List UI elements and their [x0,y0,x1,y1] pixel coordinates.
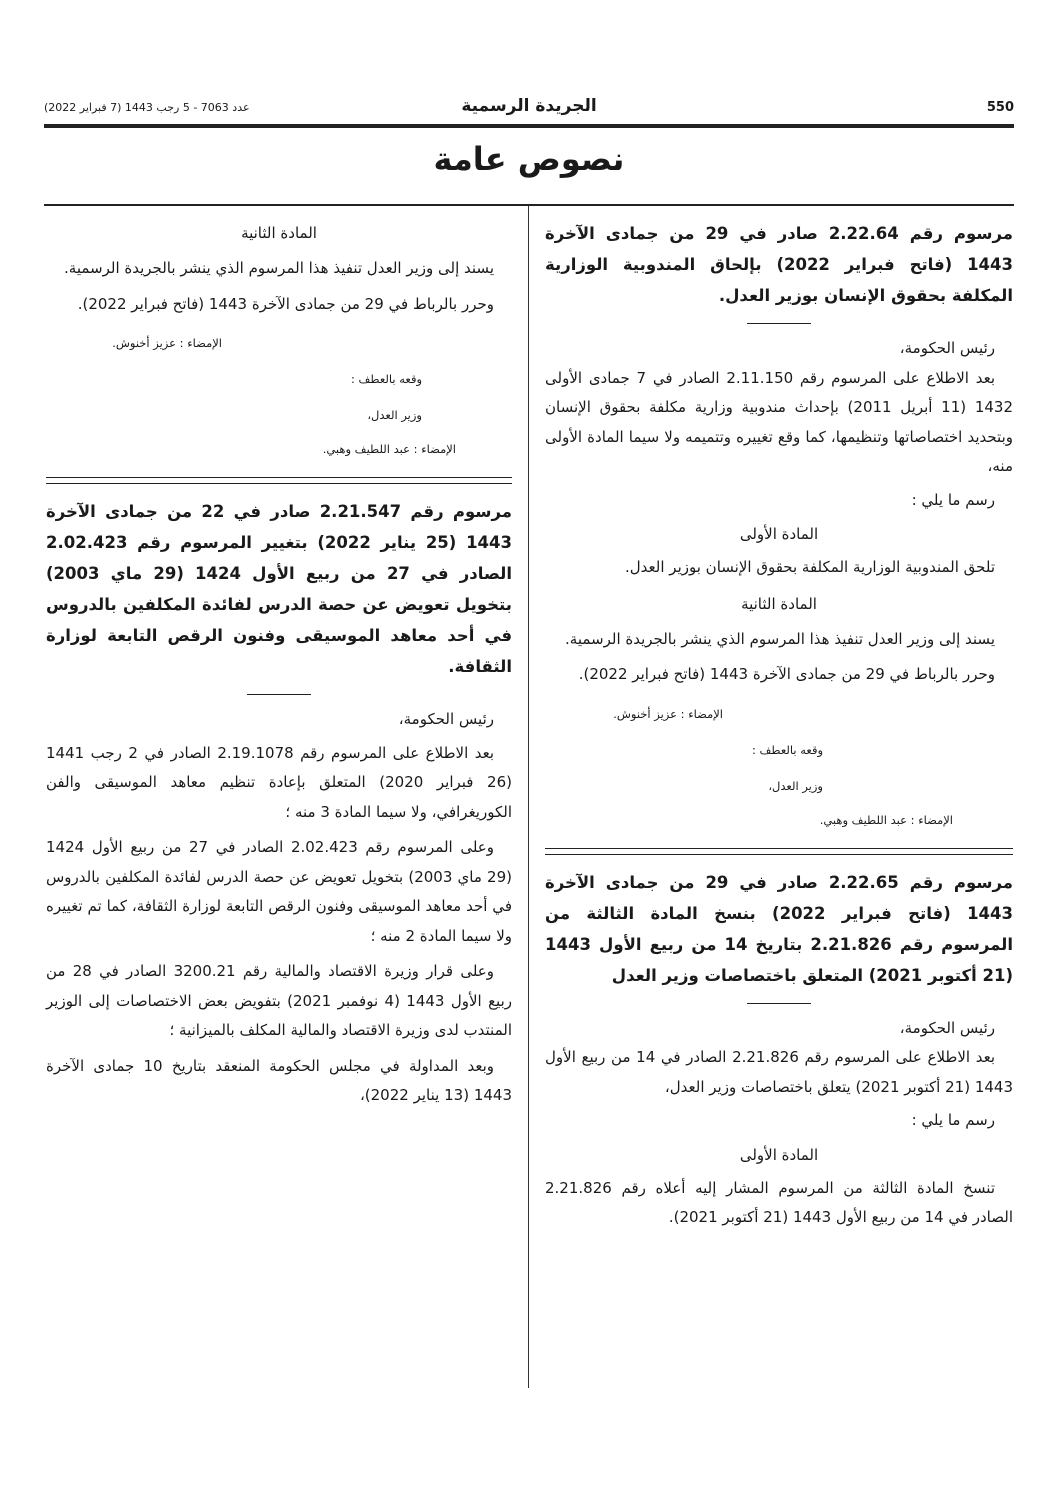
article-text: يسند إلى وزير العدل تنفيذ هذا المرسوم الذي ينشر بالجريدة الرسمية. [64,259,494,277]
right-column [545,218,1013,1233]
decree-head: رئيس الحكومة، [398,710,494,728]
issue-info: عدد 7063 - 5 رجب 1443 (7 فبراير 2022) [44,101,250,114]
minister-title: وزير العدل، [367,408,422,422]
decree-title: مرسوم رقم 2.21.547 صادر في 22 من جمادى الآخرة 1443 (25 يناير 2022) بتغيير المرسوم رقم 2.02.423 الصادر في 27 من ربيع الأول 1424 (29 ماي 2003) بتخويل تعويض عن حصة الدرس لفائدة المكلفين بالدروس في أحد معاهد الموسيقى وفنون الرقص التابعة لوزارة الثقافة. [46,502,513,676]
done-at: وحرر بالرباط في 29 من جمادى الآخرة 1443 (فاتح فبراير 2022). [77,294,494,313]
article-title: المادة الثانية [741,594,817,613]
decree-separator [46,477,512,484]
section-rule [44,204,1014,206]
decree-separator [545,848,1013,855]
left-column [46,218,512,1111]
decree-preamble: بعد الاطلاع على المرسوم رقم 2.19.1078 الصادر في 2 رجب 1441 (26 فبراير 2020) المتعلق بإعادة تنظيم معاهد الموسيقى والفن الكوريغرافي، ولا سيما المادة 3 منه ؛ [46,743,512,821]
decree-preamble: بعد الاطلاع على المرسوم رقم 2.11.150 الصادر في 7 جمادى الأولى 1432 (11 أبريل 2011) بإحداث مندوبية وزارية مكلفة بحقوق الإنسان وبتحديد اختصاصاتها وتنظيمها، كما وقع تغييره وتتميمه ولا سيما المادة الأولى منه، [545,368,1013,475]
article-title: المادة الثانية [241,224,317,242]
decree-title: مرسوم رقم 2.22.65 صادر في 29 من جمادى الآخرة 1443 (فاتح فبراير 2022) بنسخ المادة الثالثة من المرسوم رقم 2.21.826 بتاريخ 14 من ربيع الأول 1443 (21 أكتوبر 2021) المتعلق باختصاصات وزير العدل [545,872,1014,985]
decree-title: مرسوم رقم 2.22.64 صادر في 29 من جمادى الآخرة 1443 (فاتح فبراير 2022) بإلحاق المندوبية الوزارية المكلفة بحقوق الإنسان بوزير العدل. [545,224,1014,305]
signature: الإمضاء : عبد اللطيف وهبي. [819,812,953,827]
decree-enactment: رسم ما يلي : [911,490,995,509]
decree-preamble: وعلى المرسوم رقم 2.02.423 الصادر في 27 من ربيع الأول 1424 (29 ماي 2003) بتخويل تعويض عن حصة الدرس لفائدة المكلفين بالدروس في أحد معاهد الموسيقى وفنون الرقص التابعة لوزارة الثقافة، كما تم تغييره ولا سيما المادة 2 منه ؛ [46,838,512,945]
article-text: تنسخ المادة الثالثة من المرسوم المشار إليه أعلاه رقم 2.21.826 الصادر في 14 من ربيع الأول 1443 (21 أكتوبر 2021). [545,1178,1013,1226]
article-text: يسند إلى وزير العدل تنفيذ هذا المرسوم الذي ينشر بالجريدة الرسمية. [565,629,995,648]
decree-head: رئيس الحكومة، [899,339,995,357]
countersign-label: وقعه بالعطف : [751,742,823,757]
minister-title: وزير العدل، [768,778,823,793]
title-separator [747,1003,811,1004]
article-title: المادة الأولى [739,1145,819,1164]
section-title: نصوص عامة [433,140,625,178]
page-number: 550 [986,100,1014,115]
column-divider [528,206,529,1388]
done-at: وحرر بالرباط في 29 من جمادى الآخرة 1443 (فاتح فبراير 2022). [578,665,995,683]
decree-preamble: وبعد المداولة في مجلس الحكومة المنعقد بتاريخ 10 جمادى الآخرة 1443 (13 يناير 2022)، [46,1056,512,1104]
article-text: تلحق المندوبية الوزارية المكلفة بحقوق الإنسان بوزير العدل. [625,558,995,576]
page-header [44,98,1014,122]
article-title: المادة الأولى [739,525,819,543]
header-rule [44,124,1014,128]
signature: الإمضاء : عزيز أخنوش. [613,706,723,721]
decree-enactment: رسم ما يلي : [911,1111,995,1129]
countersign-label: وقعه بالعطف : [350,372,422,386]
decree-preamble: وعلى قرار وزيرة الاقتصاد والمالية رقم 3200.21 الصادر في 28 من ربيع الأول 1443 (4 نوفمبر 2021) بتفويض بعض الاختصاصات إلى الوزير المنتدب لدى وزيرة الاقتصاد والمالية المكلف بالميزانية ؛ [46,962,512,1039]
title-separator [247,694,311,695]
decree-head: رئيس الحكومة، [899,1018,995,1037]
decree-preamble: بعد الاطلاع على المرسوم رقم 2.21.826 الصادر في 14 من ربيع الأول 1443 (21 أكتوبر 2021) يتعلق باختصاصات وزير العدل، [545,1048,1013,1096]
signature: الإمضاء : عزيز أخنوش. [112,336,222,350]
newspaper-title: الجريدة الرسمية [461,96,597,116]
signature: الإمضاء : عبد اللطيف وهبي. [322,442,456,456]
title-separator [747,323,811,324]
